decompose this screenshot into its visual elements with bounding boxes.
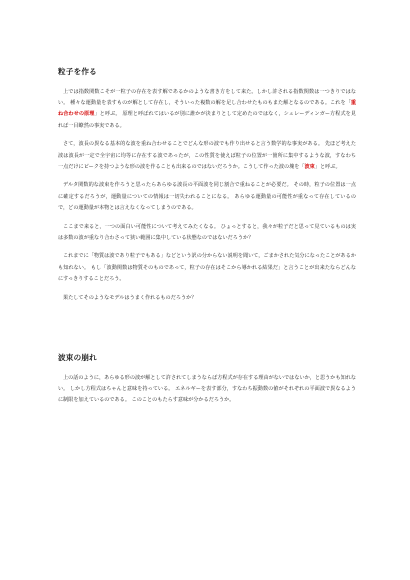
text-run: 」と呼ぶ。 [314, 163, 341, 170]
text-run: 果たしてそのようなモデルはうまく作れるものだろうか？ [63, 294, 197, 301]
paragraph [58, 139, 356, 173]
highlighted-term: 重ね合わせの原理 [58, 100, 356, 118]
text-run: 上の話のように，あらゆる形の波が解として許されてしまうならば方程式が存在する理由がないではないか，と思うかも知れない。 しかし方程式はちゃんと意味を持っている。 エネルギーを表す部分，すなわち振動数の値がそれぞれの平面波で異なるように制限を加えているのである。 このことのもたらす意味が分かるだろうか。 [58, 374, 357, 404]
paragraph [58, 180, 356, 214]
section-particle [58, 66, 356, 304]
section-wave-packet-collapse [58, 352, 356, 407]
section-title: 波束の崩れ [58, 352, 97, 362]
paragraph [58, 222, 356, 244]
text-run: これまでに「物質は波であり粒子でもある」などという訳の分からない説明を聞いて，ごまかされた気分になったことがあるかも知れない。 もし「波動関数は物質そのものであって，粒子の存在はそこから導かれる結果だ」と言うことが出来たならどんなにすっきりすることだろう。 [58, 253, 356, 282]
text-run: さて，波長の異なる基本的な波を重ね合わせることでどんな形の波でも作り出せると言う数学的な事実がある。 先ほど考えた波は波長が一定で全宇宙に均等に存在する波であったが，この性質を使えば粒子の位置が一箇所に集中するような波，すなわち一点だけにピークを持つような形の波を作ることも出来るのではないだろうか。こうして作った波の塊を「 [58, 141, 356, 170]
highlighted-term: 波束 [304, 163, 315, 170]
text-run: ここまで来ると，一つの面白い可能性について考えてみたくなる。 ひょっとすると，我々が粒子だと思って見ているものは実は多数の波が重なり合わさって狭い範囲に集中している状態なのではないだろうか？ [58, 223, 356, 241]
paragraph [58, 87, 356, 132]
paragraph [58, 373, 356, 407]
section-title: 粒子を作る [58, 67, 97, 76]
text-run: 」と呼ぶ。 原理と呼ばれてはいるが別に誰かが決まりとして定めたのではなく，シュレーディンガー方程式を見れば一目瞭然の事実である。 [58, 111, 357, 129]
paragraph [58, 251, 356, 285]
text-run: デルタ関数的な波束を作ろうと思ったらあらゆる波長の平面波を同じ割合で重ねることが必要だ。 その時，粒子の位置は一点に確定するだろうが，運動量についての情報は一切失われることになる。 あらゆる運動量の可能性が重なって存在しているので，どの運動量が本物とは言えなくなってしまうのである。 [58, 182, 356, 211]
text-run: 上では指数関数こそが一粒子の存在を表す解であるかのような書き方をして来た。しかし許される指数関数は一つきりではない。 種々な運動量を表すものが解として存在し，そういった複数の解を足し合わせたものもまた解となるのである。これを「 [58, 89, 356, 107]
paragraph [58, 293, 356, 304]
